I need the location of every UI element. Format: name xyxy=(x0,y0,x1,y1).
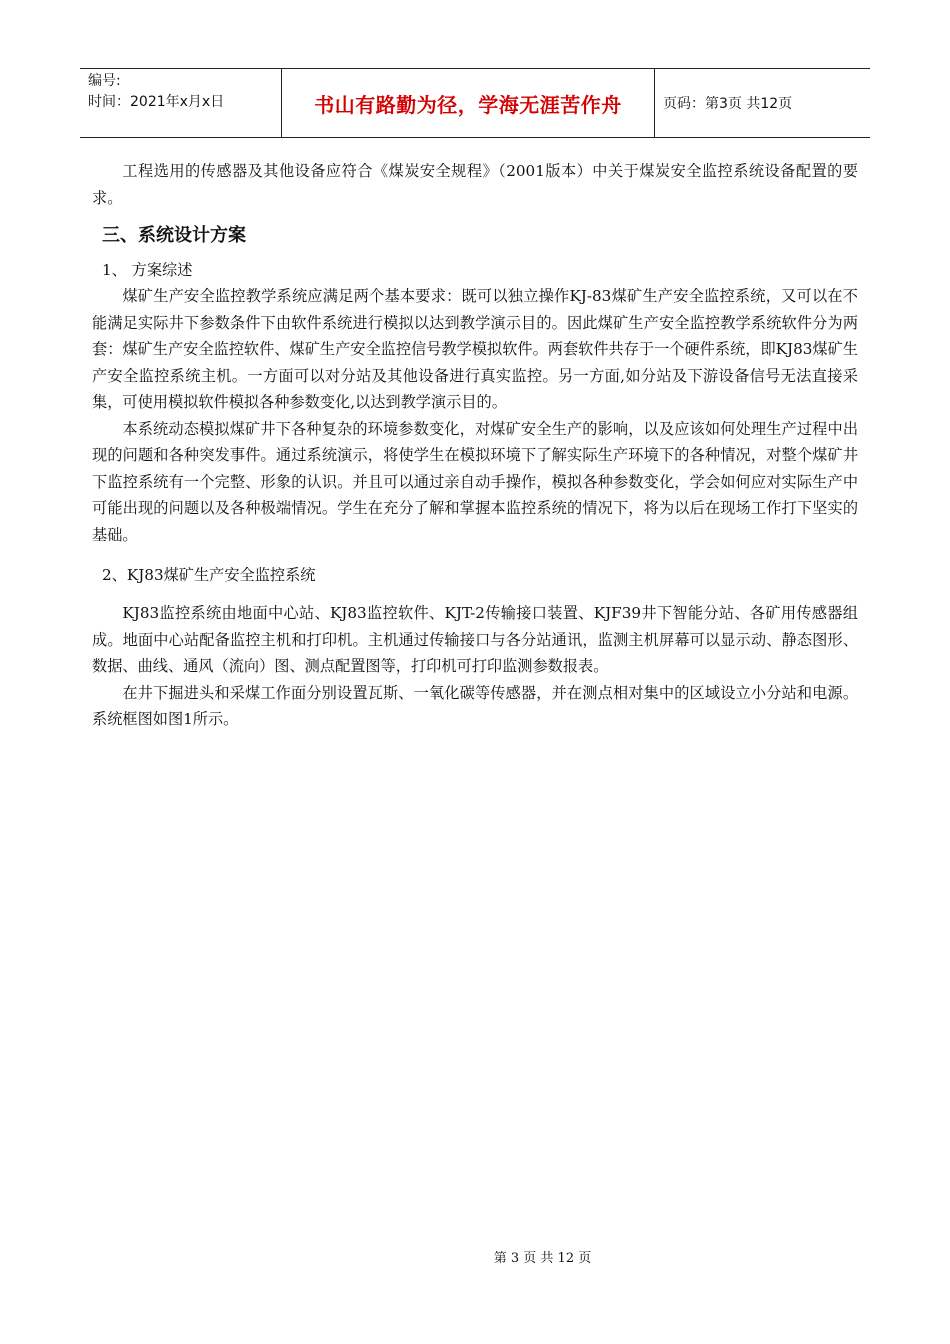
subsection-2-title: 2、KJ83煤矿生产安全监控系统 xyxy=(102,566,316,584)
document-date-label: 时间：2021年x月x日 xyxy=(88,94,225,110)
page-footer xyxy=(0,1247,950,1266)
header-motto-cell xyxy=(281,69,655,137)
header-info-cell xyxy=(80,69,281,137)
intro-paragraph: 工程选用的传感器及其他设备应符合《煤炭安全规程》（2001版本）中关于煤炭安全监控系统设备配置的要求。 xyxy=(92,162,858,207)
footer-page-number: 第 3 页 共 12 页 xyxy=(493,1251,592,1266)
header-page-cell xyxy=(655,69,870,137)
document-header xyxy=(80,68,870,138)
header-page-label: 页码：第3页 共12页 xyxy=(663,96,793,112)
subsection-1-paragraph-2: 本系统动态模拟煤矿井下各种复杂的环境参数变化，对煤矿安全生产的影响，以及应该如何处理生产过程中出现的问题和各种突发事件。通过系统演示，将使学生在模拟环境下了解实际生产环境下的各种情况，对整个煤矿井下监控系统有一个完整、形象的认识。并且可以通过亲自动手操作，模拟各种参数变化，学会如何应对实际生产中可能出现的问题以及各种极端情况。学生在充分了解和掌握本监控系统的情况下，将为以后在现场工作打下坚实的基础。 xyxy=(92,419,858,544)
subsection-2-paragraph-1: KJ83监控系统由地面中心站、KJ83监控软件、KJT-2传输接口装置、KJF39井下智能分站、各矿用传感器组成。地面中心站配备监控主机和打印机。主机通过传输接口与各分站通讯，监测主机屏幕可以显示动、静态图形、数据、曲线、通风（流向）图、测点配置图等，打印机可打印监测参数报表。 xyxy=(92,604,858,675)
subsection-2-paragraph-2: 在井下掘进头和采煤工作面分别设置瓦斯、一氧化碳等传感器，并在测点相对集中的区域设立小分站和电源。系统框图如图1所示。 xyxy=(92,683,858,728)
subsection-1-title: 1、 方案综述 xyxy=(102,261,193,279)
document-number-label: 编号: xyxy=(88,73,121,89)
subsection-1-paragraph-1: 煤矿生产安全监控教学系统应满足两个基本要求：既可以独立操作KJ-83煤矿生产安全监控系统，又可以在不能满足实际井下参数条件下由软件系统进行模拟以达到教学演示目的。因此煤矿生产安全监控教学系统软件分为两套：煤矿生产安全监控软件、煤矿生产安全监控信号教学模拟软件。两套软件共存于一个硬件系统，即KJ83煤矿生产安全监控系统主机。一方面可以对分站及其他设备进行真实监控。另一方面,如分站及下游设备信号无法直接采集，可使用模拟软件模拟各种参数变化,以达到教学演示目的。 xyxy=(92,287,858,411)
section-title: 三、系统设计方案 xyxy=(102,225,246,246)
document-body xyxy=(92,158,858,733)
header-motto: 书山有路勤为径，学海无涯苦作舟 xyxy=(314,92,622,117)
